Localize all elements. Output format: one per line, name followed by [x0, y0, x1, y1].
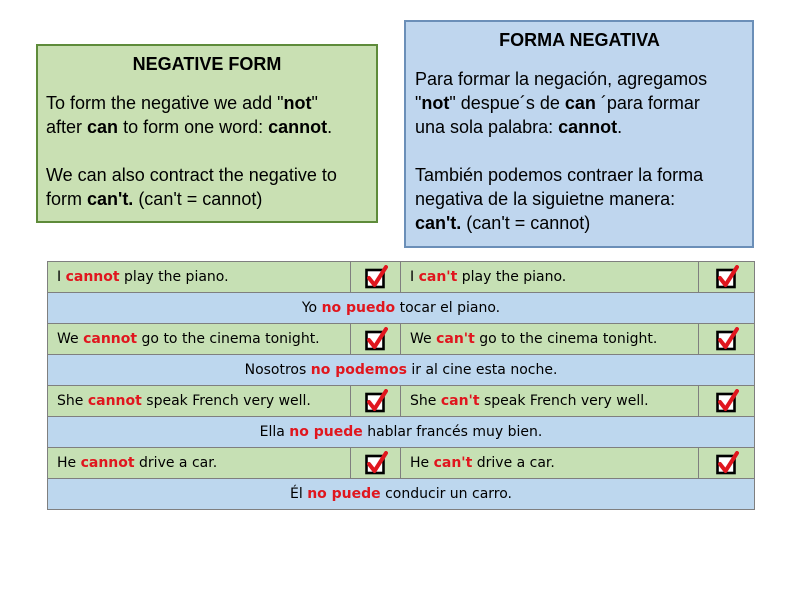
cannot-sentence-negation: cannot [87, 393, 142, 409]
check-icon [364, 451, 388, 475]
example-row [48, 448, 755, 479]
check-icon [364, 265, 388, 289]
spanish-negation: no podemos [310, 362, 407, 378]
cannot-sentence-rest: speak French very well. [141, 393, 311, 409]
cannot-sentence-negation: cannot [80, 455, 135, 471]
cant-sentence [401, 262, 699, 293]
text: negativa de la siguietne manera: [415, 189, 676, 209]
cant-sentence-negation: can't [418, 269, 458, 285]
keyword-cannot: cannot [558, 117, 618, 137]
cant-sentence [401, 324, 699, 355]
negative-form-box [36, 44, 378, 223]
cant-sentence-rest: speak French very well. [479, 393, 649, 409]
cant-sentence-subject: He [410, 455, 434, 471]
keyword-cant: can't. [87, 189, 134, 209]
cant-check-cell [699, 262, 755, 293]
spanish-translation [48, 417, 755, 448]
cant-check-cell [699, 448, 755, 479]
cant-sentence-rest: drive a car. [472, 455, 555, 471]
cannot-sentence-negation: cannot [83, 331, 138, 347]
cannot-sentence-rest: drive a car. [134, 455, 218, 471]
keyword-can: can [87, 117, 119, 137]
negative-form-paragraph-2 [46, 163, 368, 211]
check-icon [715, 327, 739, 351]
text: . [617, 117, 623, 137]
cannot-sentence [48, 448, 351, 479]
cant-sentence-negation: can't [440, 393, 480, 409]
cant-sentence-rest: go to the cinema tonight. [474, 331, 658, 347]
spanish-translation [48, 355, 755, 386]
cannot-sentence-subject: I [57, 269, 66, 285]
spanish-subject: Yo [301, 300, 322, 316]
text: To form the negative we add " [46, 93, 284, 113]
spanish-rest: hablar francés muy bien. [362, 424, 543, 440]
cannot-sentence [48, 386, 351, 417]
text: " [311, 93, 318, 113]
text: " despue´s de [449, 93, 565, 113]
cant-check-cell [699, 386, 755, 417]
cannot-check-cell [351, 448, 401, 479]
check-icon [364, 389, 388, 413]
example-row [48, 324, 755, 355]
cant-sentence-subject: She [410, 393, 441, 409]
text: We can also contract the negative to [46, 165, 337, 185]
cannot-check-cell [351, 324, 401, 355]
cannot-sentence [48, 262, 351, 293]
text: " [415, 93, 422, 113]
translation-row [48, 355, 755, 386]
cannot-sentence-subject: She [57, 393, 88, 409]
check-icon [715, 389, 739, 413]
negative-form-paragraph-1 [46, 91, 368, 139]
spanish-translation [48, 293, 755, 324]
cant-sentence [401, 448, 699, 479]
spanish-rest: ir al cine esta noche. [406, 362, 558, 378]
example-row [48, 386, 755, 417]
spanish-negation: no puede [307, 486, 381, 502]
negative-form-title: NEGATIVE FORM [132, 54, 282, 74]
text: form [46, 189, 88, 209]
forma-negativa-box [404, 20, 754, 248]
check-icon [364, 327, 388, 351]
text: También podemos contraer la forma [415, 165, 704, 185]
keyword-cant: can't. [415, 213, 462, 233]
forma-negativa-paragraph-2 [415, 163, 744, 235]
cannot-sentence-subject: He [57, 455, 81, 471]
keyword-cannot: cannot [268, 117, 328, 137]
examples-table [47, 261, 755, 510]
cant-sentence-subject: We [410, 331, 437, 347]
text: (can't = cannot) [133, 189, 263, 209]
spanish-rest: tocar el piano. [395, 300, 501, 316]
spanish-negation: no puede [289, 424, 363, 440]
cannot-sentence-rest: go to the cinema tonight. [137, 331, 320, 347]
cant-sentence-negation: can't [436, 331, 475, 347]
cannot-sentence-subject: We [57, 331, 84, 347]
keyword-can: can [564, 93, 596, 113]
cannot-sentence [48, 324, 351, 355]
spanish-subject: Nosotros [244, 362, 311, 378]
text: Para formar la negación, agregamos [415, 69, 708, 89]
text: (can't = cannot) [461, 213, 591, 233]
text: to form one word: [118, 117, 269, 137]
forma-negativa-paragraph-1 [415, 67, 744, 139]
translation-row [48, 479, 755, 510]
translation-row [48, 293, 755, 324]
cannot-check-cell [351, 386, 401, 417]
keyword-not: not [421, 93, 450, 113]
text: after [46, 117, 88, 137]
cant-sentence-rest: play the piano. [457, 269, 567, 285]
cant-sentence-subject: I [410, 269, 419, 285]
text: ´para formar [595, 93, 700, 113]
spanish-rest: conducir un carro. [380, 486, 512, 502]
check-icon [715, 451, 739, 475]
forma-negativa-title: FORMA NEGATIVA [499, 30, 660, 50]
cant-sentence [401, 386, 699, 417]
spanish-subject: Él [290, 486, 308, 502]
text: . [327, 117, 333, 137]
translation-row [48, 417, 755, 448]
keyword-not: not [283, 93, 312, 113]
spanish-translation [48, 479, 755, 510]
cant-check-cell [699, 324, 755, 355]
spanish-subject: Ella [259, 424, 290, 440]
cannot-sentence-rest: play the piano. [119, 269, 229, 285]
example-row [48, 262, 755, 293]
spanish-negation: no puedo [321, 300, 396, 316]
cannot-check-cell [351, 262, 401, 293]
text: una sola palabra: [415, 117, 559, 137]
cannot-sentence-negation: cannot [65, 269, 120, 285]
check-icon [715, 265, 739, 289]
cant-sentence-negation: can't [433, 455, 473, 471]
